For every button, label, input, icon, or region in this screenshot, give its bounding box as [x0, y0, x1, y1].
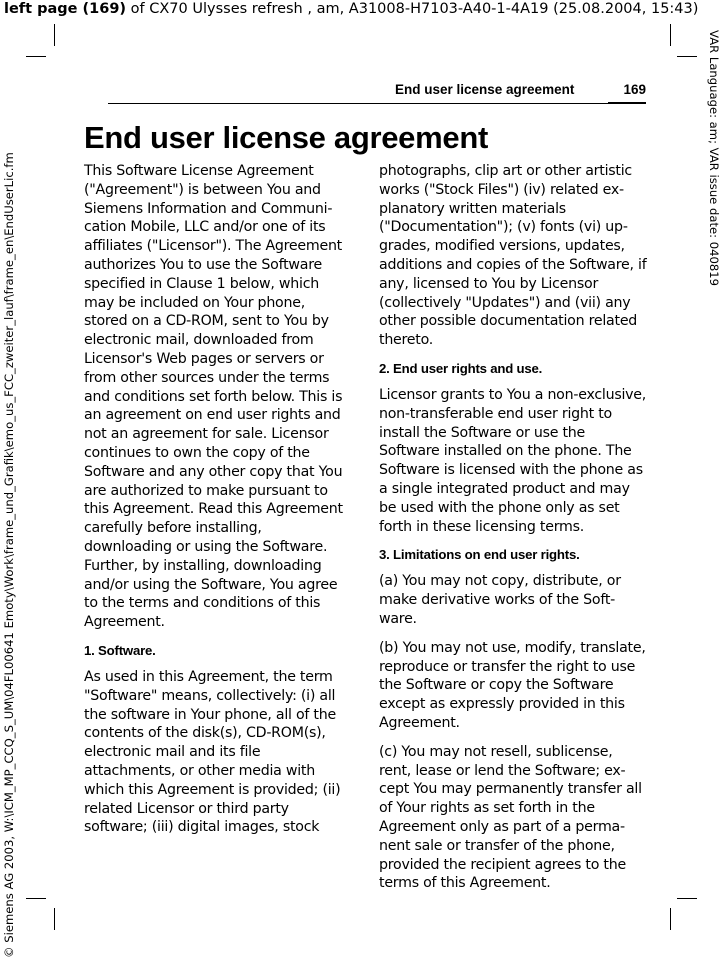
- file-info-page: left page (169): [4, 1, 127, 17]
- intro-paragraph: This Software License Agreement ("Agreement") is between You and Siemens Information and Communication Mobile, LLC and/or one of its affiliates ("Licensor"). The Agreement authorizes You to use the Software specified in Clause 1 below, which may be included on Your phone, stored on a CD-ROM, sent to You by electronic mail, downloaded from Licensor's Web pages or servers or from other sources under the terms and conditions set forth below. This is an agreement on end user rights and not an agreement for sale. Licensor continues to own the copy of the Software and any other copy that You are authorized to make pursuant to this Agreement. Read this Agreement carefully before installing, downloading or using the Software. Further, by installing, downloading and/or using the Software, You agree to the terms and conditions of this Agreement.: [84, 163, 343, 631]
- crop-mark: [677, 56, 697, 57]
- section-3-item-c: (c) You may not resell, sublicense, rent, lease or lend the Software; except You may permanently transfer all of Your rights as set forth in the Agreement only as part of a permanent sale or transfer of the phone, provided the recipient agrees to the terms of this Agreement.: [379, 743, 642, 892]
- page-number-rule: [608, 102, 646, 104]
- crop-mark: [26, 56, 46, 57]
- right-column: [379, 162, 647, 903]
- crop-mark: [54, 24, 55, 46]
- section-1-body-continued: photographs, clip art or other artistic works ("Stock Files") (iv) related explanatory written materials ("Documentation"); (v) fonts (vi) upgrades, modified versions, updates, additions and copies of the Software, if any, licensed to You by Licensor (collectively "Updates") and (vii) any other possible documentation related thereto.: [379, 163, 647, 349]
- file-info-line: [4, 0, 720, 20]
- crop-mark: [26, 898, 46, 899]
- running-head: End user license agreement: [395, 82, 575, 97]
- section-1-heading: 1. Software.: [84, 642, 156, 658]
- crop-mark: [677, 898, 697, 899]
- header-rule: [108, 103, 646, 104]
- section-2-body: Licensor grants to You a non-exclusive, non-transferable end user right to install the Software or use the Software installed on the phone. The Software is licensed with the phone as a single integrated product and may be used with the phone only as set forth in these licensing terms.: [379, 386, 647, 535]
- page-title: End user license agreement: [84, 120, 488, 155]
- section-2-heading: 2. End user rights and use.: [379, 360, 543, 376]
- var-language-text: VAR Language: am; VAR issue date: 040819: [707, 30, 721, 286]
- crop-mark: [670, 908, 671, 930]
- section-3-heading: 3. Limitations on end user rights.: [379, 547, 580, 563]
- section-3-item-a: (a) You may not copy, distribute, or make derivative works of the Software.: [379, 573, 621, 627]
- page-number: 169: [623, 82, 646, 97]
- crop-mark: [54, 908, 55, 930]
- crop-mark: [670, 24, 671, 46]
- file-info-details: of CX70 Ulysses refresh , am, A31008-H7103-A40-1-4A19 (25.08.2004, 15:43): [126, 1, 699, 17]
- left-column: [84, 162, 352, 847]
- section-3-item-b: (b) You may not use, modify, translate, reproduce or transfer the right to use the Software or copy the Software except as expressly provided in this Agreement.: [379, 639, 646, 731]
- section-1-body: As used in this Agreement, the term "Software" means, collectively: (i) all the software in Your phone, all of the contents of the disk(s), CD-ROM(s), electronic mail and its file attachments, or other media with which this Agreement is provided; (ii) related Licensor or third party software; (iii) digital images, stock: [84, 668, 341, 836]
- copyright-path-text: © Siemens AG 2003, W:\ICM_MP_CCQ_S_UM\04FL00641 Emoty\Work\frame_und_Grafik\emo_us_FCC_zweiter_lauf\frame_en\EndUserLic.fm: [2, 152, 16, 958]
